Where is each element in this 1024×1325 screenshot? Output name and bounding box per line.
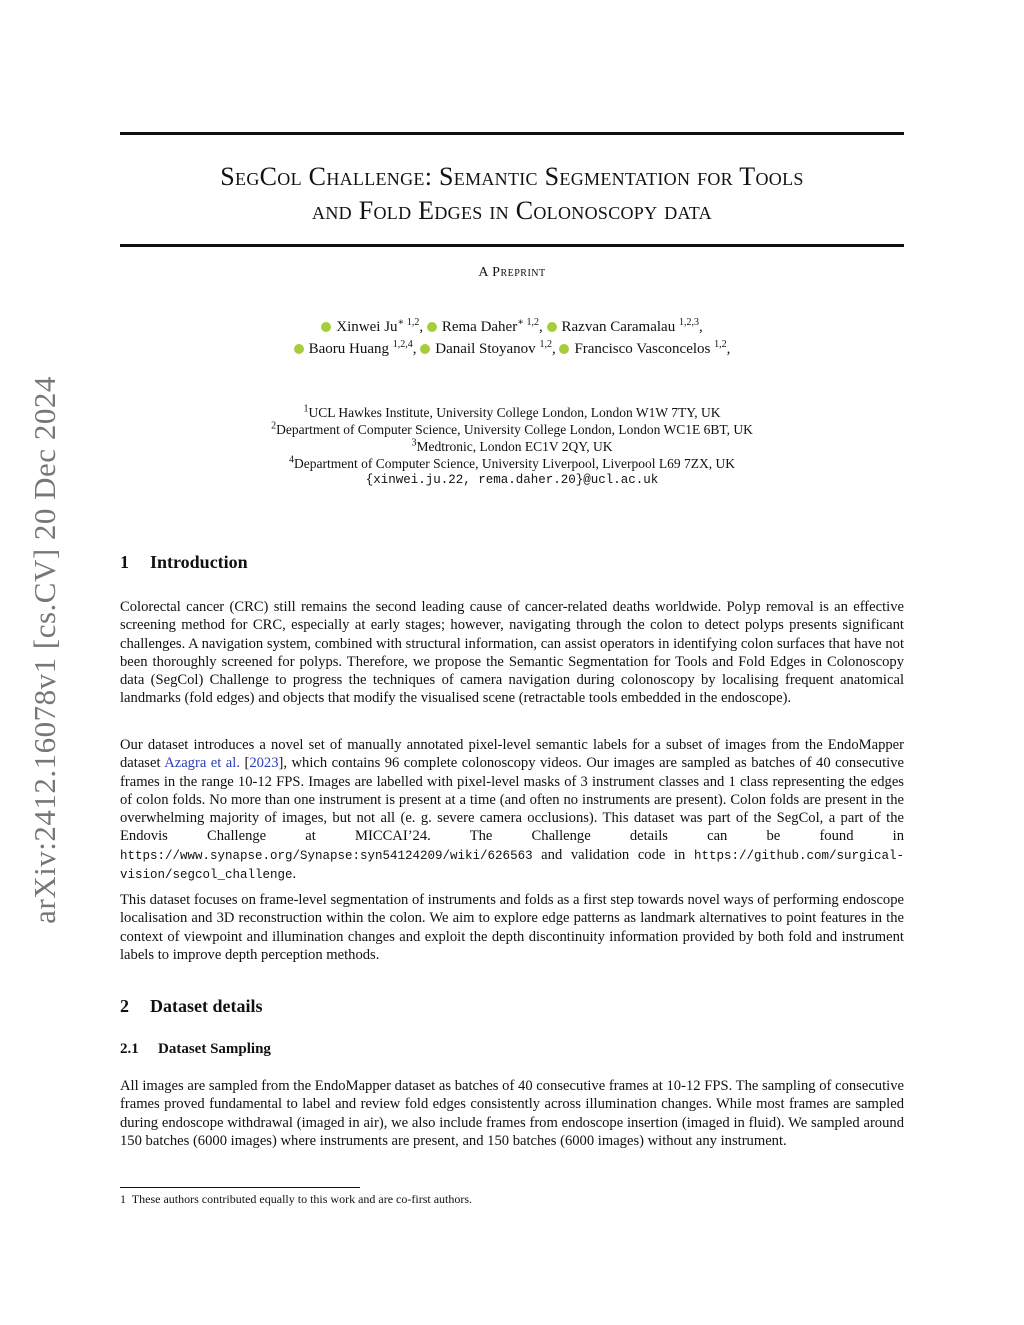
synapse-url[interactable]: https://www.synapse.org/Synapse:syn54124209/wiki/626563: [120, 848, 533, 863]
footnote: 1 These authors contributed equally to this work and are co-first authors.: [120, 1192, 473, 1206]
preprint-label: A Preprint: [478, 265, 546, 280]
author-name: Xinwei Ju: [336, 319, 398, 335]
paragraph: This dataset focuses on frame-level segmentation of instruments and folds as a first step towards novel ways of performing endoscope localisation and 3D reconstruction within the colon. We aim to explore edge patterns as landmark alternatives to point features in the context of viewpoint and illumination changes and exploit the depth discontinuity information provided by both fold and instrument labels to improve depth perception methods.: [120, 892, 904, 963]
title-line-2: and Fold Edges in Colonoscopy data: [312, 196, 712, 225]
paragraph: Our dataset introduces a novel set of manually annotated pixel-level semantic labels for a subset of images from the EndoMapper dataset Azagra et al. [2023], which contains 96 complete colonoscopy videos. Our images are sampled as batches of 40 consecutive frames in the range 10-12 FPS. Images are labelled with pixel-level masks of 3 instrument classes and 1 class representing the edges of colon folds. No more than one instrument is present at a time (and often no instruments are present). Colon folds are present in the overwhelming majority of images, but not all (e. g. severe camera occlusions). This dataset was part of the SegCol, a part of the Endovis Challenge at MICCAI’24. The Challenge details can be found in https://www.synapse.org/Synapse:syn54124209/wiki/626563 and validation code in https://github.com/surgical-vision/segcol_challenge.: [120, 737, 904, 883]
affiliation: $^4$Department of Computer Science, University Liverpool, Liverpool L69 7ZX, UK: [289, 454, 735, 471]
affiliation: $^3$Medtronic, London EC1V 2QY, UK: [411, 437, 613, 454]
citation-year-link[interactable]: 2023: [249, 755, 279, 772]
title-top-rule: [120, 132, 904, 135]
author-list: [120, 316, 904, 360]
section-heading: 1 Introduction: [120, 552, 248, 572]
github-url[interactable]: https://github.com/surgical-vision/segcol_challenge: [120, 848, 904, 883]
paragraph: Colorectal cancer (CRC) still remains the second leading cause of cancer-related deaths worldwide. Polyp removal is an effective screening method for CRC, especially at early stages; however, navigating through the colon to detect polyps presents significant challenges. A navigation system, combined with structural information, can assist operators in identifying colon surfaces that have not been thoroughly screened for polyps. Therefore, we propose the Semantic Segmentation for Tools and Fold Edges in Colonoscopy data (SegCol) Challenge to progress the techniques of camera navigation during colonoscopy by localising frequent anatomical landmarks (fold edges) and objects that modify the visualised scene (retractable tools embedded in the endoscope).: [120, 599, 904, 707]
author: Razvan Caramalau $^{1,2,3}$,: [547, 319, 703, 335]
orcid-icon[interactable]: [559, 344, 569, 354]
affiliation: $^1$UCL Hawkes Institute, University College London, London W1W 7TY, UK: [303, 403, 721, 420]
author-name: Danail Stoyanov: [435, 341, 536, 357]
section-heading: 2 Dataset details: [120, 996, 263, 1016]
author-name: Baoru Huang: [308, 341, 390, 357]
author-marks: ∗ 1,2: [397, 317, 420, 328]
orcid-icon[interactable]: [321, 322, 331, 332]
email-addresses: {xinwei.ju.22, rema.daher.20}@ucl.ac.uk: [365, 473, 659, 487]
author-name: Rema Daher: [441, 319, 518, 335]
orcid-icon[interactable]: [294, 344, 304, 354]
author-name: Razvan Caramalau: [561, 319, 676, 335]
arxiv-sidebar: [14, 350, 76, 950]
author-marks: ∗ 1,2: [517, 317, 540, 328]
author-marks: 1,2: [539, 339, 552, 350]
author: Xinwei $Ju^{∗ 1,2}$,: [321, 319, 423, 335]
author-line-1: [120, 316, 904, 338]
orcid-icon[interactable]: [427, 322, 437, 332]
author-marks: 1,2,3: [678, 317, 699, 328]
citation-link[interactable]: Azagra et al.: [164, 755, 240, 772]
author: Francisco Vasconcelos $^{1,2}$,: [559, 341, 730, 357]
orcid-icon[interactable]: [420, 344, 430, 354]
affiliation: $^2$Department of Computer Science, University College London, London WC1E 6BT, UK: [271, 420, 753, 437]
subsection-heading: 2.1 Dataset Sampling: [120, 1041, 271, 1057]
affiliations: [120, 404, 904, 489]
paragraph: All images are sampled from the EndoMapper dataset as batches of 40 consecutive frames at 10-12 FPS. The sampling of consecutive frames proved fundamental to label and review fold edges consistently across illumination changes. While most frames are sampled during endoscope withdrawal (imaged in air), we also include frames from endoscope insertion (imaged in fluid). We sampled around 150 batches (6000 images) where instruments are present, and 150 batches (6000 images) without any instrument.: [120, 1078, 904, 1149]
orcid-icon[interactable]: [547, 322, 557, 332]
author-marks: 1,2,4: [392, 339, 413, 350]
author-marks: 1,2: [714, 339, 727, 350]
author: Baoru Huang $^{1,2,4}$,: [294, 341, 417, 357]
footnote-rule: [120, 1187, 360, 1188]
title-bottom-rule: [120, 244, 904, 247]
title-line-1: SegCol Challenge: Semantic Segmentation for Tools: [220, 162, 804, 191]
author: Rema Daher$^{∗ 1,2}$,: [427, 319, 543, 335]
arxiv-id: arXiv:2412.16078v1 [cs.CV] 20 Dec 2024: [27, 376, 63, 924]
author-line-2: [120, 338, 904, 360]
author-name: Francisco Vasconcelos: [574, 341, 711, 357]
paper-title: [120, 160, 904, 228]
author: Danail Stoyanov $^{1,2}$,: [420, 341, 555, 357]
